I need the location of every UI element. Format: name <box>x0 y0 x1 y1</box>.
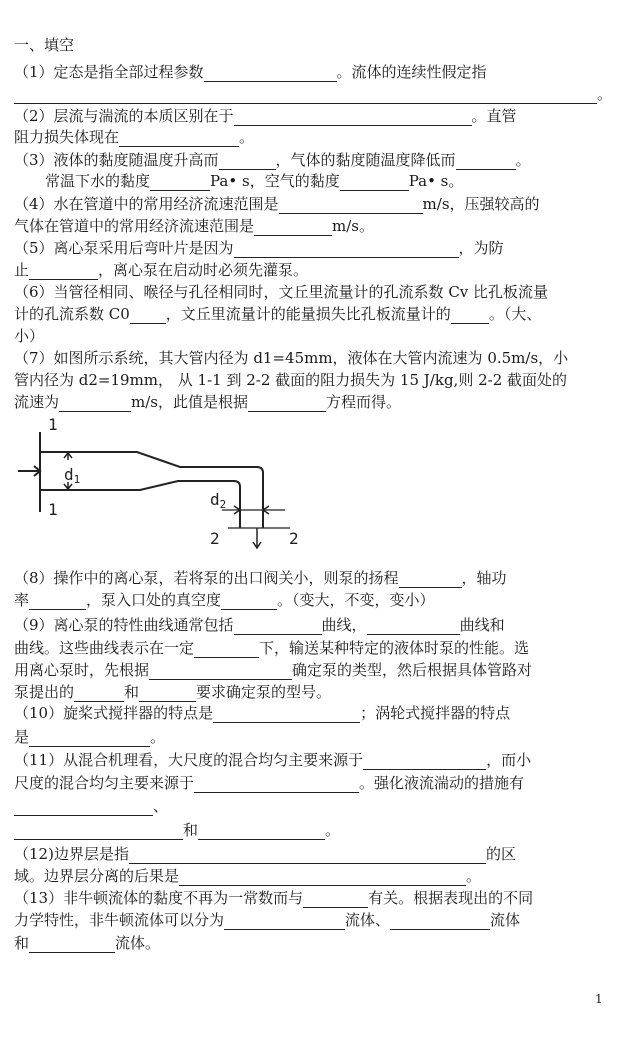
q11-text: （11）从混合机理看，大尺度的混合均匀主要来源于 <box>14 751 364 769</box>
d2-label: d2 <box>210 490 227 511</box>
q12-text: 域。边界层分离的后果是 <box>14 867 180 885</box>
q3-text: （3）液体的黏度随温度升高而 <box>14 151 219 169</box>
question-7-line-3 <box>14 392 401 412</box>
question-4-line-2 <box>14 216 374 236</box>
question-9-line-3 <box>14 660 532 680</box>
q5-text: （5）离心泵采用后弯叶片是因为 <box>14 239 234 257</box>
q13-text: 流体、 <box>345 911 391 929</box>
q9-blank-1[interactable] <box>234 618 322 635</box>
section-2-right-label: 2 <box>289 529 299 548</box>
q12-text: （12)边界层是指 <box>14 845 129 863</box>
q9-blank-4[interactable] <box>149 663 292 680</box>
q8-text: ，轴功 <box>461 569 507 587</box>
q7-text: m/s，此值是根据 <box>131 393 248 411</box>
section-heading <box>14 35 74 55</box>
q9-blank-5[interactable] <box>74 685 124 702</box>
q9-text: 曲线。这些曲线表示在一定 <box>14 639 195 657</box>
q3-text: Pa• s。 <box>408 172 464 190</box>
q6-text: （6）当管径相同、喉径与孔径相同时，文丘里流量计的孔流系数 Cv 比孔板流量 <box>14 283 549 301</box>
question-12-line-2 <box>14 866 481 886</box>
q11-text: 和 <box>183 821 199 839</box>
question-10-line-2 <box>14 727 165 747</box>
q10-blank-2[interactable] <box>29 730 150 747</box>
question-13-line-3 <box>14 933 160 953</box>
q12-blank-1[interactable] <box>129 847 486 864</box>
section-1-top-label: 1 <box>48 415 58 434</box>
question-9-line-4 <box>14 682 331 702</box>
d1-label: d1 <box>64 465 81 486</box>
q7-text: 方程而得。 <box>326 393 402 411</box>
question-9 <box>14 615 505 635</box>
question-1-line-2 <box>14 84 612 104</box>
q9-blank-3[interactable] <box>194 641 259 658</box>
q11-text: 。强化液流湍动的措施有 <box>359 774 525 792</box>
q13-text: 流体。 <box>115 934 161 952</box>
question-11-line-3 <box>14 796 168 816</box>
q9-text: 要求确定泵的型号。 <box>196 683 332 701</box>
q4-text: m/s。 <box>332 217 374 235</box>
q10-text: 是 <box>14 728 30 746</box>
q8-text: （8）操作中的离心泵，若将泵的出口阀关小，则泵的扬程 <box>14 569 399 587</box>
question-12 <box>14 844 516 864</box>
q1-text: （1）定态是指全部过程参数 <box>14 63 204 81</box>
q11-text: 、 <box>153 797 169 815</box>
question-6-line-3 <box>14 326 44 346</box>
question-9-line-2 <box>14 638 529 658</box>
q10-blank-1[interactable] <box>213 706 360 723</box>
question-6-line-2 <box>14 304 541 324</box>
q11-blank-3[interactable] <box>14 799 153 816</box>
q11-blank-1[interactable] <box>363 753 486 770</box>
q8-blank-3[interactable] <box>221 593 277 610</box>
q9-blank-6[interactable] <box>139 685 196 702</box>
q9-text: （9）离心泵的特性曲线通常包括 <box>14 616 234 634</box>
q8-blank-1[interactable] <box>399 571 462 588</box>
q12-text: 的区 <box>485 845 516 863</box>
question-13-line-2 <box>14 910 520 930</box>
q2-text: 。直管 <box>471 107 517 125</box>
q4-text: m/s，压强较高的 <box>422 195 540 213</box>
q13-text: 有关。根据表现出的不同 <box>368 889 534 907</box>
q8-text: 。（变大，不变，变小） <box>277 591 435 609</box>
question-8 <box>14 568 507 588</box>
q4-blank-1[interactable] <box>279 197 423 214</box>
q3-blank-2[interactable] <box>456 153 516 170</box>
q6-text: 计的孔流系数 C0 <box>14 305 130 323</box>
question-11 <box>14 750 531 770</box>
q2-text: （2）层流与湍流的本质区别在于 <box>14 107 234 125</box>
q5-blank-1[interactable] <box>234 241 459 258</box>
q3-text: Pa• s，空气的黏度 <box>210 172 340 190</box>
q6-blank-1[interactable] <box>130 307 166 324</box>
q7-text: 流速为 <box>14 393 60 411</box>
question-13 <box>14 888 533 908</box>
q10-text: 。 <box>150 728 166 746</box>
q1-blank-1[interactable] <box>204 65 337 82</box>
section-2-left-label: 2 <box>210 529 220 548</box>
q6-text: 小） <box>14 327 45 345</box>
q9-text: 确定泵的类型，然后根据具体管路对 <box>292 661 533 679</box>
q2-text: 。 <box>239 128 255 146</box>
q11-text: 尺度的混合均匀主要来源于 <box>14 774 195 792</box>
question-3 <box>14 150 531 170</box>
question-5-line-2 <box>14 260 308 280</box>
question-3-line-2 <box>45 171 463 191</box>
q3-blank-1[interactable] <box>219 153 276 170</box>
q1-text: 。流体的连续性假定指 <box>336 63 487 81</box>
q3-blank-4[interactable] <box>340 174 409 191</box>
question-5 <box>14 238 504 258</box>
q5-text: ，离心泵在启动时必须先灌泵。 <box>98 261 309 279</box>
question-2 <box>14 106 517 126</box>
q11-blank-5[interactable] <box>198 823 325 840</box>
q5-text: ，为防 <box>458 239 504 257</box>
q2-blank-2[interactable] <box>119 130 239 147</box>
q13-blank-3[interactable] <box>390 913 490 930</box>
q9-text: 泵提出的 <box>14 683 75 701</box>
page-number: 1 <box>595 992 603 1006</box>
q9-text: 和 <box>124 683 140 701</box>
q1-blank-2[interactable] <box>14 87 597 104</box>
q8-blank-2[interactable] <box>29 593 86 610</box>
q8-text: ，泵入口处的真空度 <box>86 591 222 609</box>
q10-text: （10）旋桨式搅拌器的特点是 <box>14 704 214 722</box>
q6-text: 。（大、 <box>488 305 542 323</box>
q5-blank-2[interactable] <box>29 263 98 280</box>
question-1 <box>14 62 487 82</box>
q5-text: 止 <box>14 261 30 279</box>
q7-text: 管内径为 d2=19mm， 从 1-1 到 2-2 截面的阻力损失为 15 J/kg,则 2-2 截面处的 <box>14 371 568 389</box>
question-2-line-2 <box>14 127 254 147</box>
q9-text: 曲线， <box>321 616 367 634</box>
q11-blank-4[interactable] <box>14 823 183 840</box>
q13-text: 流体 <box>490 911 521 929</box>
q7-text: （7）如图所示系统，其大管内径为 d1=45mm，液体在大管内流速为 0.5m/s，小 <box>14 349 569 367</box>
q4-blank-2[interactable] <box>254 219 332 236</box>
section-1-bottom-label: 1 <box>48 500 58 519</box>
question-8-line-2 <box>14 590 435 610</box>
q4-text: （4）水在管道中的常用经济流速范围是 <box>14 195 279 213</box>
q13-blank-4[interactable] <box>29 936 115 953</box>
question-4 <box>14 194 540 214</box>
q13-blank-1[interactable] <box>303 891 368 908</box>
q1-text: 。 <box>597 85 613 103</box>
q3-text: ，气体的黏度随温度降低而 <box>275 151 456 169</box>
heading-text: 一、填空 <box>14 36 75 54</box>
q4-text: 气体在管道中的常用经济流速范围是 <box>14 217 255 235</box>
q11-text: 。 <box>325 821 341 839</box>
question-7-line-2 <box>14 370 567 390</box>
question-6 <box>14 282 548 302</box>
q2-text: 阻力损失体现在 <box>14 128 120 146</box>
q13-text: （13）非牛顿流体的黏度不再为一常数而与 <box>14 889 304 907</box>
q6-blank-2[interactable] <box>451 307 489 324</box>
q13-blank-2[interactable] <box>224 913 345 930</box>
q13-text: 和 <box>14 934 30 952</box>
question-11-line-2 <box>14 773 524 793</box>
q13-text: 力学特性，非牛顿流体可以分为 <box>14 911 225 929</box>
question-11-line-4 <box>14 820 340 840</box>
pipe-diagram <box>0 410 320 560</box>
q10-text: ；涡轮式搅拌器的特点 <box>360 704 511 722</box>
q11-blank-2[interactable] <box>194 776 359 793</box>
q3-blank-3[interactable] <box>150 174 210 191</box>
q9-text: 曲线和 <box>459 616 505 634</box>
q9-blank-2[interactable] <box>367 618 460 635</box>
q8-text: 率 <box>14 591 30 609</box>
q11-text: ，而小 <box>486 751 532 769</box>
q3-text: 常温下水的黏度 <box>45 172 151 190</box>
q12-text: 。 <box>466 867 482 885</box>
q2-blank-1[interactable] <box>234 109 472 126</box>
q3-text: 。 <box>515 151 531 169</box>
q9-text: 下，输送某种特定的液体时泵的性能。选 <box>259 639 530 657</box>
q6-text: ，文丘里流量计的能量损失比孔板流量计的 <box>165 305 451 323</box>
q9-text: 用离心泵时，先根据 <box>14 661 150 679</box>
question-10 <box>14 703 510 723</box>
question-7 <box>14 348 568 368</box>
q12-blank-2[interactable] <box>179 869 466 886</box>
